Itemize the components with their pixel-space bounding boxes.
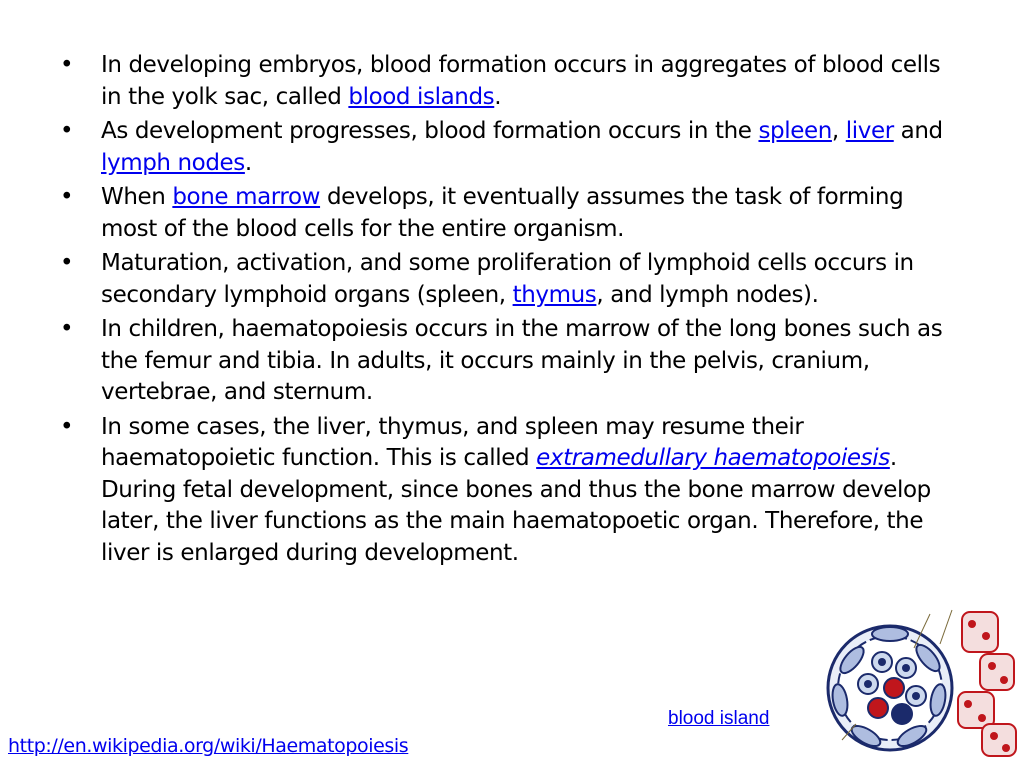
bullet-dot: •	[60, 184, 74, 210]
bullet-text: .	[494, 83, 502, 110]
thymus-link[interactable]: thymus	[512, 281, 597, 308]
bullet-text: .	[244, 149, 252, 176]
bullet-item	[60, 248, 960, 311]
spleen-link[interactable]: spleen	[758, 118, 832, 144]
blood-island-drawing	[822, 600, 1022, 760]
bullet-item	[60, 412, 960, 570]
bullet-text: In developing embryos, blood formation occurs in aggregates of blood cells in the yolk sac, called	[101, 52, 941, 110]
lymph-nodes-link[interactable]: lymph nodes	[101, 149, 245, 176]
bullet-item	[60, 50, 960, 113]
bullet-item	[60, 116, 960, 179]
bullet-text: and	[893, 118, 943, 144]
bullet-text: , and lymph nodes).	[596, 281, 819, 308]
blood-islands-link[interactable]: blood islands	[348, 83, 495, 110]
bullet-text: . During fetal development, since bones and thus the bone marrow develop later, the liver functions as the main haematopoetic organ. Therefore, the liver is enlarged during development.	[101, 445, 931, 566]
bullet-text: When	[101, 184, 173, 210]
bullet-dot: •	[60, 250, 74, 276]
bullet-text: ,	[831, 118, 846, 144]
bullet-text: develops, it eventually assumes the task of forming most of the blood cells for the entire organism.	[101, 184, 904, 242]
liver-link[interactable]: liver	[845, 118, 894, 144]
blood-island-illustration	[822, 600, 1022, 760]
bullet-text: As development progresses, blood formation occurs in the	[101, 118, 759, 144]
bullet-dot: •	[60, 118, 74, 144]
bullet-dot: •	[60, 316, 74, 342]
bullet-dot: •	[60, 52, 74, 78]
bone-marrow-link[interactable]: bone marrow	[172, 184, 321, 210]
bullet-text: In some cases, the liver, thymus, and spleen may resume their haematopoietic function. This is called	[101, 413, 804, 471]
bullet-item	[60, 182, 960, 245]
bullet-item	[60, 314, 960, 409]
bullet-dot: •	[60, 413, 74, 440]
bullet-text: Maturation, activation, and some proliferation of lymphoid cells occurs in secondary lymphoid organs (spleen,	[101, 250, 914, 308]
bullet-text: In children, haematopoiesis occurs in the marrow of the long bones such as the femur and tibia. In adults, it occurs mainly in the pelvis, cranium, vertebrae, and sternum.	[101, 316, 943, 405]
extramedullary-haematopoiesis-link[interactable]: extramedullary haematopoiesis	[536, 445, 890, 471]
blood-island-caption-link[interactable]: blood island	[668, 708, 770, 729]
bullet-list	[60, 50, 960, 572]
wikipedia-source-link[interactable]: http://en.wikipedia.org/wiki/Haematopoiesis	[8, 735, 409, 757]
